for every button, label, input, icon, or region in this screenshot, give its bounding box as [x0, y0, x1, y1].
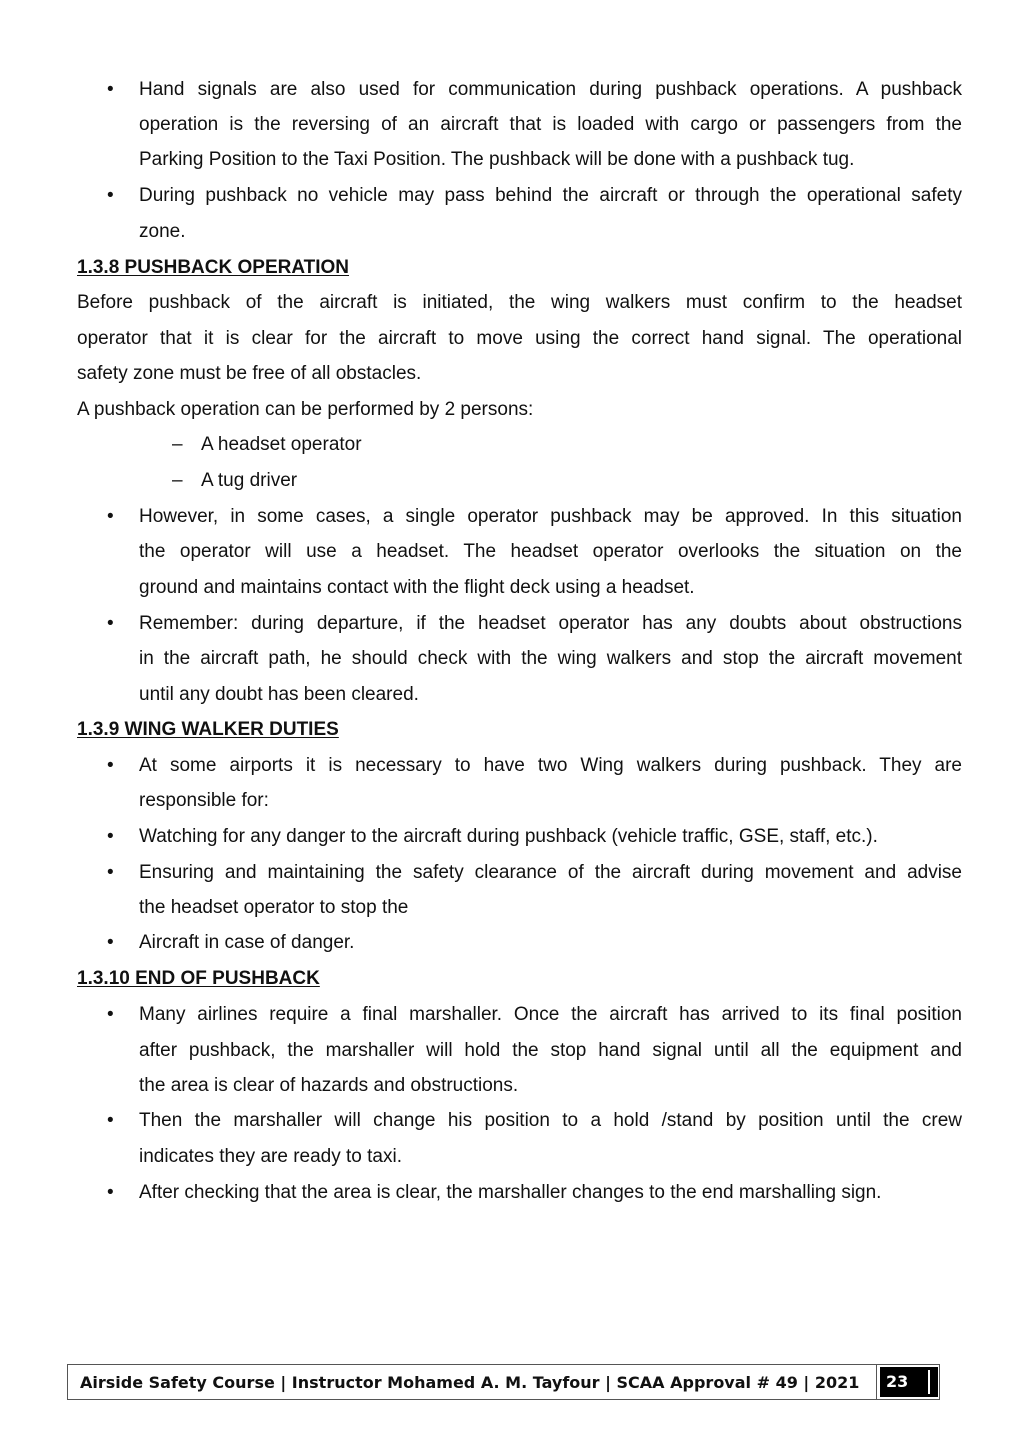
section-heading: 1.3.10 END OF PUSHBACK	[77, 968, 320, 989]
bullet-marker: •	[107, 755, 114, 776]
body-line: operator that it is clear for the aircraft to move using the correct hand signal. The operational	[77, 328, 962, 349]
body-line: zone.	[139, 221, 186, 242]
bullet-marker: •	[107, 932, 114, 953]
bullet-marker: •	[107, 1110, 114, 1131]
body-line: A pushback operation can be performed by 2 persons:	[77, 399, 534, 420]
body-line: the area is clear of hazards and obstructions.	[139, 1075, 519, 1096]
body-line: indicates they are ready to taxi.	[139, 1146, 402, 1167]
footer-divider	[876, 1364, 877, 1400]
body-line: until any doubt has been cleared.	[139, 684, 419, 705]
bullet-marker: •	[107, 1182, 114, 1203]
body-line: Then the marshaller will change his position to a hold /stand by position until the crew	[139, 1110, 962, 1131]
bullet-marker: •	[107, 506, 114, 527]
dash-item: A tug driver	[201, 470, 298, 491]
body-line: After checking that the area is clear, the marshaller changes to the end marshalling sign.	[139, 1182, 882, 1203]
body-line: responsible for:	[139, 790, 269, 811]
page-number: 23	[886, 1372, 909, 1391]
body-line: Parking Position to the Taxi Position. The pushback will be done with a pushback tug.	[139, 149, 855, 170]
body-line: after pushback, the marshaller will hold the stop hand signal until all the equipment and	[139, 1040, 962, 1061]
body-line: in the aircraft path, he should check with the wing walkers and stop the aircraft movement	[139, 648, 962, 669]
body-line: During pushback no vehicle may pass behind the aircraft or through the operational safety	[139, 185, 962, 206]
bullet-marker: •	[107, 79, 114, 100]
body-line: Hand signals are also used for communication during pushback operations. A pushback	[139, 79, 962, 100]
body-line: Remember: during departure, if the headset operator has any doubts about obstructions	[139, 613, 962, 634]
body-line: Ensuring and maintaining the safety clearance of the aircraft during movement and advise	[139, 862, 962, 883]
dash-marker: –	[172, 434, 183, 455]
body-line: operation is the reversing of an aircraft that is loaded with cargo or passengers from the	[139, 114, 962, 135]
footer-text: Airside Safety Course | Instructor Mohamed A. M. Tayfour | SCAA Approval # 49 | 2021	[80, 1373, 860, 1392]
bullet-marker: •	[107, 826, 114, 847]
body-line: ground and maintains contact with the flight deck using a headset.	[139, 577, 695, 598]
body-line: Aircraft in case of danger.	[139, 932, 355, 953]
page-number-badge	[880, 1367, 938, 1397]
section-heading: 1.3.9 WING WALKER DUTIES	[77, 719, 339, 740]
body-line: safety zone must be free of all obstacles.	[77, 363, 422, 384]
bullet-marker: •	[107, 862, 114, 883]
bullet-marker: •	[107, 613, 114, 634]
dash-marker: –	[172, 470, 183, 491]
section-heading: 1.3.8 PUSHBACK OPERATION	[77, 257, 350, 278]
dash-item: A headset operator	[201, 434, 362, 455]
body-line: However, in some cases, a single operator pushback may be approved. In this situation	[139, 506, 962, 527]
body-line: Before pushback of the aircraft is initiated, the wing walkers must confirm to the headset	[77, 292, 962, 313]
page-footer	[67, 1364, 940, 1400]
body-line: the headset operator to stop the	[139, 897, 409, 918]
body-line: Watching for any danger to the aircraft during pushback (vehicle traffic, GSE, staff, etc.).	[139, 826, 878, 847]
bullet-marker: •	[107, 1004, 114, 1025]
body-line: Many airlines require a final marshaller. Once the aircraft has arrived to its final position	[139, 1004, 962, 1025]
body-line: the operator will use a headset. The headset operator overlooks the situation on the	[139, 541, 962, 562]
body-line: At some airports it is necessary to have two Wing walkers during pushback. They are	[139, 755, 962, 776]
bullet-marker: •	[107, 185, 114, 206]
page-number-divider	[928, 1370, 930, 1394]
